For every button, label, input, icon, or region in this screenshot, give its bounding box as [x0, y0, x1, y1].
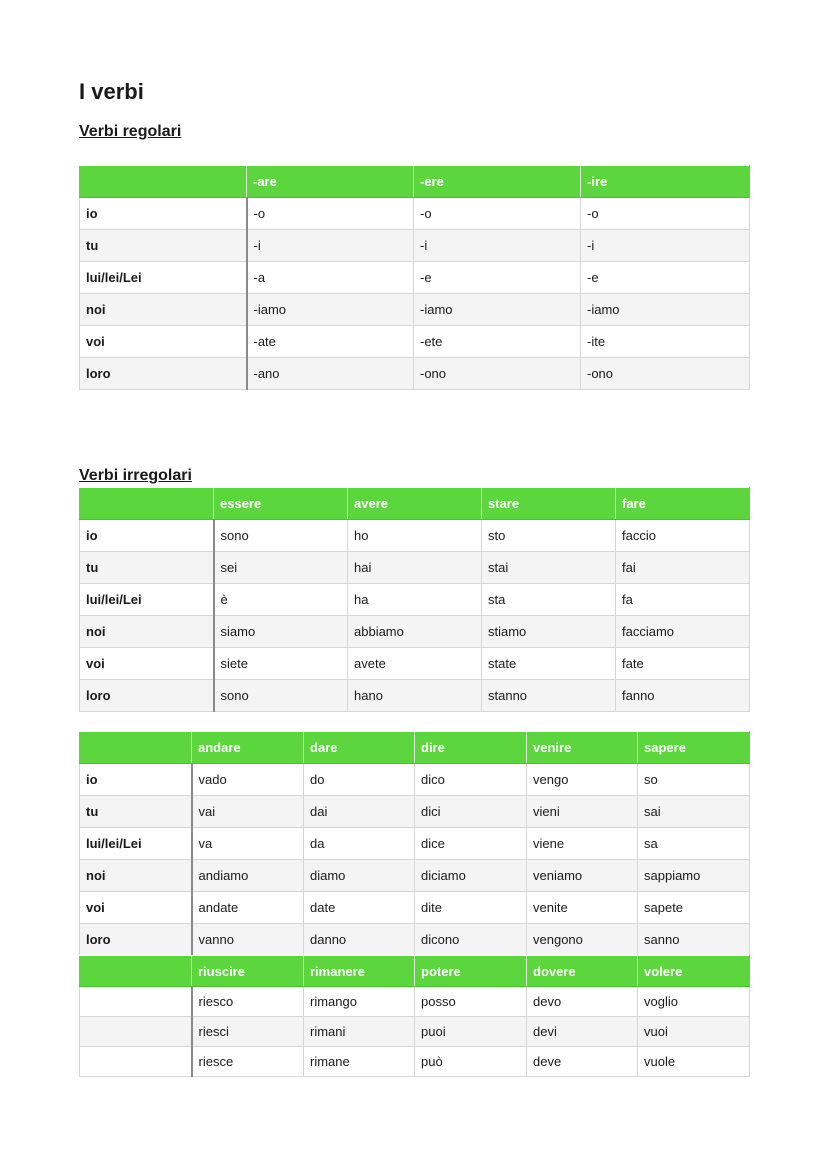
header-cell: essere [214, 488, 348, 520]
table-cell: -o [581, 198, 750, 230]
header-cell: venire [527, 732, 638, 764]
pronoun-cell: tu [80, 796, 192, 828]
header-cell [80, 488, 214, 520]
table-cell: hano [348, 680, 482, 712]
table-row [80, 584, 750, 616]
table-cell: da [304, 828, 415, 860]
table-cell: danno [304, 924, 415, 956]
table-cell: fai [616, 552, 750, 584]
header-cell: dire [415, 732, 527, 764]
table-row [80, 326, 750, 358]
table-cell: dite [415, 892, 527, 924]
table-cell: hai [348, 552, 482, 584]
table-row [80, 198, 750, 230]
table-cell: rimane [304, 1047, 415, 1077]
pronoun-cell: voi [80, 326, 247, 358]
table-cell: sta [482, 584, 616, 616]
table-row [80, 520, 750, 552]
pronoun-cell: io [80, 520, 214, 552]
table-cell: -e [414, 262, 581, 294]
section-heading-regular: Verbi regolari [79, 123, 182, 140]
table-cell: state [482, 648, 616, 680]
pronoun-cell: loro [80, 680, 214, 712]
table-cell: vado [192, 764, 304, 796]
header-cell [80, 956, 192, 987]
table-cell: riesci [192, 1017, 304, 1047]
table-cell: sono [214, 520, 348, 552]
table-cell: vanno [192, 924, 304, 956]
table-cell: viene [527, 828, 638, 860]
table-cell: -ate [247, 326, 414, 358]
table-row [80, 764, 750, 796]
pronoun-cell: lui/lei/Lei [80, 828, 192, 860]
table-cell: ho [348, 520, 482, 552]
irregular-verbs-table-2 [79, 731, 750, 956]
table-cell: rimango [304, 987, 415, 1017]
table-cell: fa [616, 584, 750, 616]
table-row [80, 987, 750, 1017]
table-cell: faccio [616, 520, 750, 552]
table-cell: -e [581, 262, 750, 294]
pronoun-cell: tu [80, 230, 247, 262]
table-cell: facciamo [616, 616, 750, 648]
table-cell: può [415, 1047, 527, 1077]
table-cell: va [192, 828, 304, 860]
table-row [80, 680, 750, 712]
pronoun-cell: tu [80, 552, 214, 584]
table-header [80, 166, 750, 198]
section-heading-irregular: Verbi irregolari [79, 467, 192, 484]
table-cell: date [304, 892, 415, 924]
table-cell: sapete [638, 892, 750, 924]
table-row [80, 860, 750, 892]
table-cell: diamo [304, 860, 415, 892]
header-cell: andare [192, 732, 304, 764]
table-cell: sai [638, 796, 750, 828]
irregular-verbs-table-3 [79, 955, 750, 1077]
table-header [80, 488, 750, 520]
table-cell: -ete [414, 326, 581, 358]
pronoun-cell [80, 987, 192, 1017]
header-cell: potere [415, 956, 527, 987]
pronoun-cell: noi [80, 294, 247, 326]
pronoun-cell: noi [80, 860, 192, 892]
table-row [80, 294, 750, 326]
pronoun-cell: io [80, 764, 192, 796]
table-row [80, 924, 750, 956]
table-cell: venite [527, 892, 638, 924]
header-cell: dovere [527, 956, 638, 987]
table-cell: ha [348, 584, 482, 616]
pronoun-cell: voi [80, 648, 214, 680]
header-cell: riuscire [192, 956, 304, 987]
header-cell [80, 732, 192, 764]
regular-verbs-table [79, 165, 750, 390]
table-cell: sono [214, 680, 348, 712]
table-cell: vieni [527, 796, 638, 828]
header-cell: fare [616, 488, 750, 520]
pronoun-cell: lui/lei/Lei [80, 262, 247, 294]
table-cell: stanno [482, 680, 616, 712]
table-cell: sappiamo [638, 860, 750, 892]
table-cell: devi [527, 1017, 638, 1047]
table-cell: stiamo [482, 616, 616, 648]
table-row [80, 1017, 750, 1047]
header-cell: -are [247, 166, 414, 198]
table-cell: sto [482, 520, 616, 552]
table-row [80, 648, 750, 680]
table-cell: posso [415, 987, 527, 1017]
pronoun-cell: voi [80, 892, 192, 924]
table-cell: -ite [581, 326, 750, 358]
table-cell: sei [214, 552, 348, 584]
table-cell: -a [247, 262, 414, 294]
header-cell: avere [348, 488, 482, 520]
pronoun-cell [80, 1017, 192, 1047]
table-cell: diciamo [415, 860, 527, 892]
table-cell: vai [192, 796, 304, 828]
table-cell: vuole [638, 1047, 750, 1077]
table-cell: rimani [304, 1017, 415, 1047]
table-cell: andate [192, 892, 304, 924]
table-cell: dico [415, 764, 527, 796]
table-row [80, 552, 750, 584]
table-cell: -i [414, 230, 581, 262]
table-cell: sanno [638, 924, 750, 956]
table-cell: avete [348, 648, 482, 680]
table-row [80, 230, 750, 262]
table-cell: -i [581, 230, 750, 262]
table-cell: sa [638, 828, 750, 860]
table-cell: deve [527, 1047, 638, 1077]
table-cell: -i [247, 230, 414, 262]
table-cell: dicono [415, 924, 527, 956]
pronoun-cell: lui/lei/Lei [80, 584, 214, 616]
table-cell: stai [482, 552, 616, 584]
table-cell: -o [247, 198, 414, 230]
table-cell: dici [415, 796, 527, 828]
pronoun-cell [80, 1047, 192, 1077]
table-header [80, 956, 750, 987]
table-cell: -iamo [247, 294, 414, 326]
header-cell: volere [638, 956, 750, 987]
table-row [80, 1047, 750, 1077]
header-cell: -ire [581, 166, 750, 198]
table-cell: do [304, 764, 415, 796]
table-cell: vengono [527, 924, 638, 956]
table-row [80, 828, 750, 860]
table-row [80, 796, 750, 828]
table-header [80, 732, 750, 764]
irregular-verbs-table-1 [79, 487, 750, 712]
table-cell: dice [415, 828, 527, 860]
pronoun-cell: noi [80, 616, 214, 648]
table-cell: siete [214, 648, 348, 680]
table-cell: -ono [581, 358, 750, 390]
header-cell: rimanere [304, 956, 415, 987]
pronoun-cell: io [80, 198, 247, 230]
table-cell: -o [414, 198, 581, 230]
header-cell: sapere [638, 732, 750, 764]
table-cell: puoi [415, 1017, 527, 1047]
table-cell: vengo [527, 764, 638, 796]
table-row [80, 616, 750, 648]
table-cell: -ano [247, 358, 414, 390]
table-cell: so [638, 764, 750, 796]
table-cell: voglio [638, 987, 750, 1017]
table-cell: veniamo [527, 860, 638, 892]
table-row [80, 262, 750, 294]
table-cell: abbiamo [348, 616, 482, 648]
table-row [80, 892, 750, 924]
table-cell: riesce [192, 1047, 304, 1077]
table-cell: -ono [414, 358, 581, 390]
pronoun-cell: loro [80, 358, 247, 390]
header-cell: -ere [414, 166, 581, 198]
table-cell: siamo [214, 616, 348, 648]
header-cell: dare [304, 732, 415, 764]
table-cell: vuoi [638, 1017, 750, 1047]
table-cell: andiamo [192, 860, 304, 892]
table-cell: devo [527, 987, 638, 1017]
table-cell: fanno [616, 680, 750, 712]
table-cell: è [214, 584, 348, 616]
table-cell: dai [304, 796, 415, 828]
pronoun-cell: loro [80, 924, 192, 956]
table-row [80, 358, 750, 390]
page-title: I verbi [79, 79, 144, 104]
header-cell [80, 166, 247, 198]
table-cell: -iamo [414, 294, 581, 326]
table-cell: -iamo [581, 294, 750, 326]
table-cell: riesco [192, 987, 304, 1017]
table-cell: fate [616, 648, 750, 680]
header-cell: stare [482, 488, 616, 520]
